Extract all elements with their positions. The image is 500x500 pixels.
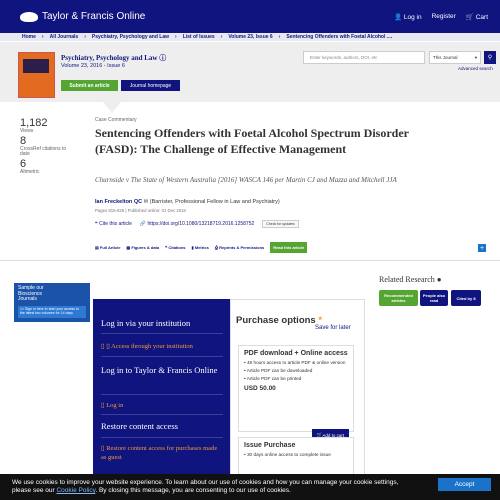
submit-article-button[interactable]: Submit an article (61, 80, 118, 91)
altmetric-metric[interactable]: 6 Altmetric (20, 157, 40, 175)
list-item: • 30 days online access to complete issue (244, 451, 348, 459)
cookie-text-line2: please see our Cookie Policy. By closing this message, you are consenting to our use of cookies. (12, 487, 291, 495)
tab-metrics[interactable]: ▮ Metrics (191, 245, 209, 250)
cookie-banner (0, 474, 500, 500)
breadcrumb-current: Sentencing Offenders with Foetal Alcohol .... (286, 34, 393, 40)
bioscience-ad[interactable]: Sample our Bioscience Journals >> Sign in here to start your access to the latest two volumes for 14 days (14, 283, 90, 322)
list-item: • 48 hours access to article PDF & online version (244, 359, 348, 367)
tab-recommended[interactable]: Recommended articles (379, 290, 418, 306)
author-email-icon[interactable]: ✉ (143, 199, 149, 205)
top-navbar (0, 0, 500, 34)
save-for-later-link[interactable]: Save for later (315, 325, 351, 331)
register-link[interactable]: Register (431, 13, 456, 20)
link-icon: 🔗 (139, 221, 148, 227)
search-scope-select[interactable]: This Journal ▾ (429, 51, 481, 64)
access-divider (101, 394, 223, 395)
info-icon: ⓘ (159, 54, 167, 62)
article-tabs (95, 242, 307, 253)
access-divider (101, 333, 223, 334)
cart-icon: 🛒 (316, 432, 323, 437)
search-button[interactable] (484, 51, 496, 64)
issue-option-list (244, 451, 348, 459)
cart-icon: 🛒 (465, 14, 476, 21)
journal-volume[interactable]: Volume 23, 2016 - Issue 6 (61, 63, 125, 69)
journal-cover-image[interactable] (18, 52, 55, 98)
breadcrumb-home[interactable]: Home (22, 34, 36, 40)
article-metrics (20, 117, 68, 175)
tab-figures[interactable]: ▦ Figures & data (126, 245, 160, 250)
printer-icon: ⎙ (214, 245, 220, 250)
breadcrumb-volume[interactable]: Volume 23, Issue 6 (228, 34, 273, 40)
tab-reprints[interactable]: ⎙ Reprints & Permissions (214, 245, 265, 250)
lock-icon: ▯ ▯ (101, 343, 112, 350)
tab-people-also-read[interactable]: People also read (420, 290, 448, 306)
related-research-heading: Related Research ● (379, 275, 442, 284)
article-links (95, 220, 299, 228)
logo-text: Taylor & Francis Online (42, 11, 146, 22)
access-divider (101, 437, 223, 438)
access-institution-link[interactable]: ▯ ▯ Access through your institution (101, 343, 193, 350)
list-item: • Article PDF can be printed (244, 375, 348, 383)
pdf-price: USD 50.00 (244, 384, 276, 392)
purchase-title: Purchase options * (236, 315, 323, 326)
tab-cited-by[interactable]: Cited by 8 (451, 290, 481, 306)
views-metric: 1,182 Views (20, 117, 48, 135)
ad-cta[interactable]: >> Sign in here to start your access to the latest two volumes for 14 days (18, 306, 86, 318)
login-link[interactable]: ▯ Log in (101, 402, 124, 409)
breadcrumb: Home › All Journals › Psychiatry, Psychology and Law › List of Issues › Volume 23, Issue 6 › Sentencing Offenders with Foetal Alcohol .... (0, 33, 500, 41)
author-name[interactable]: Ian Freckelton QC (95, 199, 143, 205)
doi-link[interactable]: 🔗 https://doi.org/10.1080/13218719.2016.1258752 (139, 221, 255, 227)
bar-chart-icon: ▮ (191, 245, 195, 250)
site-logo[interactable] (20, 11, 145, 22)
pdf-option-list (244, 359, 348, 383)
article-author: Ian Freckelton QC ✉ (Barrister, Professional Fellow in Law and Psychiatry) (95, 199, 280, 205)
doc-icon: ▤ (95, 245, 100, 250)
search-icon: ⚲ (487, 55, 493, 61)
read-article-button[interactable]: Read this article (270, 242, 307, 253)
user-nav (394, 13, 488, 21)
pdf-purchase-card (238, 345, 354, 438)
journal-header (0, 42, 500, 102)
article-pages: Pages 815-825 | Published online: 01 Dec 2016 (95, 208, 186, 213)
add-to-cart-button[interactable]: 🛒 Add to cart (312, 429, 349, 441)
tab-full-article[interactable]: ▤ Full Article (95, 245, 121, 250)
article-subtitle: Churnside v The State of Western Australia [2016] WASCA 146 per Martin CJ and Mazza and Mitchell JJA (95, 176, 397, 184)
quote-icon: ❝ (95, 221, 100, 227)
crossref-metric[interactable]: 8 CrossRef citations to date (20, 134, 67, 158)
cookie-text-line1: We use cookies to improve your website experience. To learn about our use of cookies and how you can manage your cookie settings, (12, 479, 399, 486)
user-icon: 👤 (393, 14, 404, 21)
issue-option-title: Issue Purchase (244, 442, 296, 449)
login-tf-heading: Log in to Taylor & Francis Online (101, 365, 218, 375)
info-circle-icon: ● (436, 275, 442, 284)
cart-link[interactable]: 🛒 Cart (465, 14, 488, 21)
article-type: Case Commentary (95, 117, 137, 123)
access-divider (101, 356, 223, 357)
search-input[interactable]: Enter keywords, authors, DOI, etc (303, 51, 425, 64)
tab-citations[interactable]: ❝ Citations (165, 245, 186, 250)
accept-cookies-button[interactable]: Accept (438, 478, 491, 491)
journal-title[interactable]: Psychiatry, Psychology and Law ⓘ (61, 54, 167, 62)
journal-homepage-button[interactable]: Journal homepage (121, 80, 180, 91)
restore-heading: Restore content access (101, 421, 178, 431)
plus-icon[interactable]: + (479, 244, 485, 252)
section-divider (0, 260, 500, 261)
lock-icon: ▯ (101, 445, 107, 452)
cookie-policy-link[interactable]: Cookie Policy (56, 487, 96, 495)
restore-guest-link[interactable]: ▯ Restore content access for purchases made as guest (101, 445, 218, 462)
article-title: Sentencing Offenders with Foetal Alcohol Spectrum Disorder (FASD): The Challenge of Effective Management (95, 126, 409, 156)
breadcrumb-issues[interactable]: List of Issues (182, 34, 215, 40)
check-updates-button[interactable]: Check for updates (262, 220, 298, 228)
access-divider (101, 414, 223, 415)
cite-article-link[interactable]: ❝ Cite this article (95, 221, 132, 227)
figures-icon: ▦ (126, 245, 132, 250)
breadcrumb-all-journals[interactable]: All Journals (49, 34, 79, 40)
quote-icon: ❝ (165, 245, 169, 250)
issue-purchase-card (238, 437, 354, 477)
login-link[interactable]: 👤 Log in (393, 14, 422, 21)
chevron-down-icon: ▾ (474, 55, 477, 60)
login-institution-heading: Log in via your institution (101, 318, 191, 328)
header-pointer (102, 101, 122, 113)
list-item: • Article PDF can be downloaded (244, 367, 348, 375)
logo-lamp-icon (20, 12, 38, 22)
lock-icon: ▯ (101, 402, 107, 409)
breadcrumb-journal[interactable]: Psychiatry, Psychology and Law (91, 34, 170, 40)
advanced-search-link[interactable]: Advanced search (458, 66, 493, 71)
pdf-option-title: PDF download + Online access (244, 350, 348, 357)
